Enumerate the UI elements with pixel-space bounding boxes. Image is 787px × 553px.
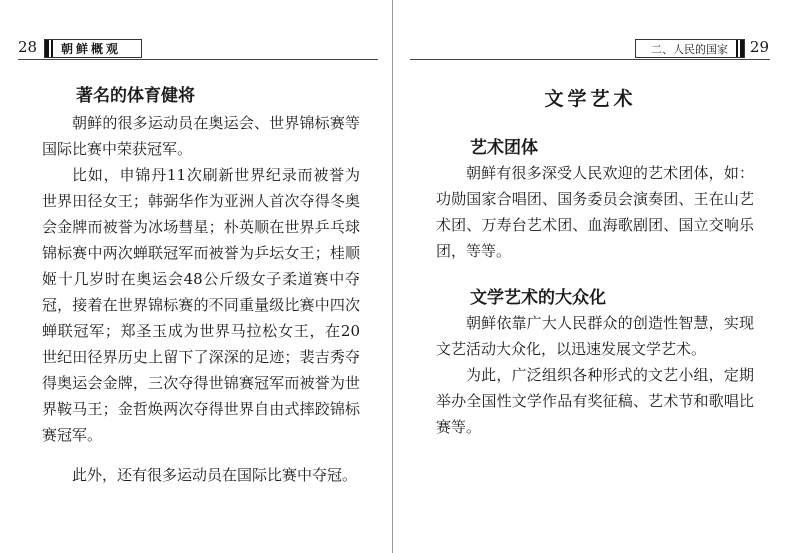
paragraph: 朝鲜有很多深受人民欢迎的艺术团体，如：功勋国家合唱团、国务委员会演奏团、王在山艺术团、万寿台艺术团、血海歌剧团、国立交响乐团，等等。: [436, 164, 754, 260]
page-number-right: 29: [749, 38, 769, 56]
header-bar-mark: [740, 40, 744, 57]
paragraph: 为此，广泛组织各种形式的文艺小组，定期举办全国性文学作品有奖征稿、艺术节和歌唱比赛等。: [436, 366, 754, 436]
header-rule: [410, 59, 770, 60]
paragraph: 朝鲜依靠广大人民群众的创造性智慧，实现文艺活动大众化，以迅速发展文学艺术。: [436, 314, 754, 358]
section-heading: 著名的体育健将: [76, 86, 195, 106]
left-page: [0, 0, 393, 553]
header-bar-mark: [736, 40, 738, 57]
header-bar-mark: [45, 40, 49, 57]
right-page: [394, 0, 787, 553]
paragraph: 此外，还有很多运动员在国际比赛中夺冠。: [72, 466, 358, 484]
running-header-title: 二、人民的国家: [651, 42, 728, 56]
subsection-heading: 文学艺术的大众化: [470, 288, 606, 308]
paragraph: 比如，申锦丹11次刷新世界纪录而被誉为世界田径女王；韩弼华作为亚洲人首次夺得冬奥会金牌而被誉为冰场彗星；朴英顺在世界乒乓球锦标赛中两次蝉联冠军而被誉为乒坛女王；桂顺姬十几岁时在奥运会48公斤级女子柔道赛中夺冠，接着在世界锦标赛的不同重量级比赛中四次蝉联冠军；郑圣玉成为世界马拉松女王，在20世纪田径界历史上留下了深深的足迹；裴吉秀夺得奥运会金牌，三次夺得世锦赛冠军而被誉为世界鞍马王；金哲焕两次夺得世界自由式摔跤锦标赛冠军。: [42, 166, 360, 444]
page-number-left: 28: [18, 38, 38, 56]
header-bar-mark: [51, 40, 53, 57]
running-header-title: 朝鲜概观: [61, 42, 122, 56]
running-header-left: [44, 39, 142, 58]
running-header-right: [635, 39, 745, 58]
chapter-section-title: 文学艺术: [544, 88, 637, 110]
book-spine-divider: [392, 0, 393, 553]
paragraph: 朝鲜的很多运动员在奥运会、世界锦标赛等国际比赛中荣获冠军。: [42, 114, 360, 158]
subsection-heading: 艺术团体: [470, 138, 538, 158]
header-rule: [18, 59, 378, 60]
